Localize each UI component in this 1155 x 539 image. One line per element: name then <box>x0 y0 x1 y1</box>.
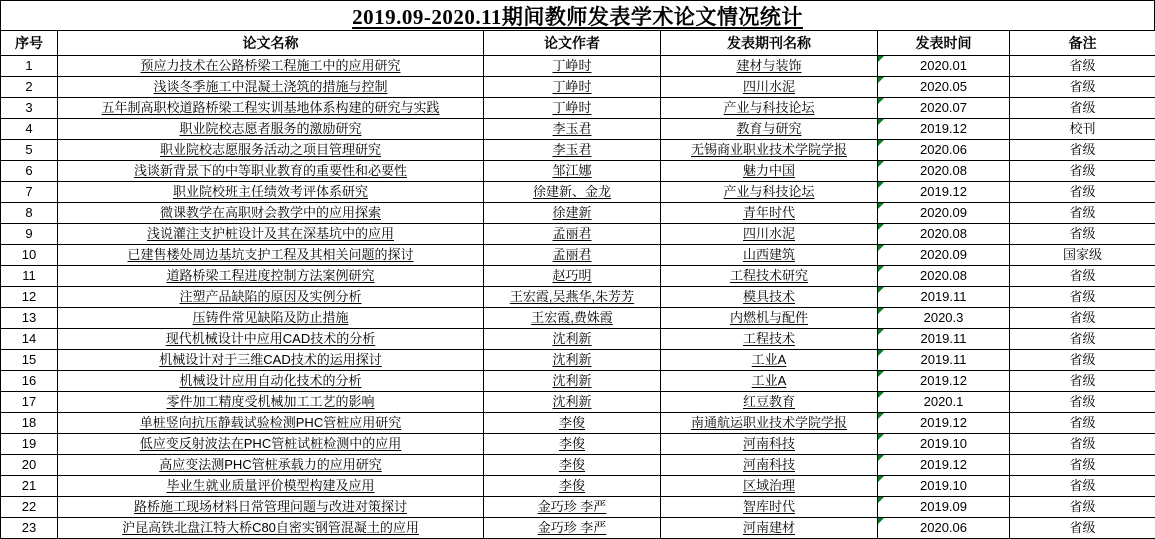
cell-author: 沈利新 <box>484 371 661 392</box>
page-title: 2019.09-2020.11期间教师发表学术论文情况统计 <box>352 1 803 31</box>
cell-author: 丁峥时 <box>484 98 661 119</box>
cell-index: 20 <box>1 455 58 476</box>
cell-index: 12 <box>1 287 58 308</box>
cell-date: 2019.12 <box>878 182 1010 203</box>
table-row <box>1 455 1155 476</box>
cell-remark: 省级 <box>1010 455 1155 476</box>
cell-date: 2020.01 <box>878 56 1010 77</box>
cell-remark: 省级 <box>1010 308 1155 329</box>
table-row <box>1 266 1155 287</box>
cell-journal: 四川水泥 <box>661 77 878 98</box>
cell-remark: 省级 <box>1010 392 1155 413</box>
cell-index: 1 <box>1 56 58 77</box>
cell-paper-title: 压铸件常见缺陷及防止措施 <box>58 308 484 329</box>
cell-paper-title: 现代机械设计中应用CAD技术的分析 <box>58 329 484 350</box>
column-header-journal: 发表期刊名称 <box>661 31 878 56</box>
table-row <box>1 434 1155 455</box>
cell-index: 2 <box>1 77 58 98</box>
cell-date: 2020.06 <box>878 140 1010 161</box>
cell-remark: 省级 <box>1010 371 1155 392</box>
cell-remark: 省级 <box>1010 329 1155 350</box>
cell-author: 沈利新 <box>484 350 661 371</box>
table-row <box>1 224 1155 245</box>
table-row <box>1 77 1155 98</box>
cell-paper-title: 低应变反射波法在PHC管桩试桩检测中的应用 <box>58 434 484 455</box>
cell-index: 14 <box>1 329 58 350</box>
cell-journal: 河南科技 <box>661 434 878 455</box>
cell-index: 21 <box>1 476 58 497</box>
table-row <box>1 203 1155 224</box>
cell-paper-title: 零件加工精度受机械加工工艺的影响 <box>58 392 484 413</box>
cell-paper-title: 五年制高职校道路桥梁工程实训基地体系构建的研究与实践 <box>58 98 484 119</box>
table-body <box>1 56 1155 539</box>
cell-index: 4 <box>1 119 58 140</box>
table-row <box>1 392 1155 413</box>
cell-author: 丁峥时 <box>484 56 661 77</box>
cell-index: 11 <box>1 266 58 287</box>
cell-author: 李玉君 <box>484 119 661 140</box>
cell-author: 李俊 <box>484 455 661 476</box>
cell-author: 金巧珍 李严 <box>484 518 661 539</box>
cell-date: 2020.05 <box>878 77 1010 98</box>
cell-author: 王宏霞,费姝霞 <box>484 308 661 329</box>
cell-index: 23 <box>1 518 58 539</box>
cell-journal: 无锡商业职业技术学院学报 <box>661 140 878 161</box>
cell-remark: 省级 <box>1010 518 1155 539</box>
column-header-remark: 备注 <box>1010 31 1155 56</box>
cell-paper-title: 单桩竖向抗压静载试验检测PHC管桩应用研究 <box>58 413 484 434</box>
cell-journal: 河南建材 <box>661 518 878 539</box>
cell-journal: 工程技术研究 <box>661 266 878 287</box>
cell-journal: 工业A <box>661 371 878 392</box>
cell-date: 2020.09 <box>878 203 1010 224</box>
table-row <box>1 329 1155 350</box>
table-row <box>1 56 1155 77</box>
table-row <box>1 161 1155 182</box>
cell-remark: 省级 <box>1010 182 1155 203</box>
table-row <box>1 140 1155 161</box>
table-row <box>1 413 1155 434</box>
cell-paper-title: 浅谈新背景下的中等职业教育的重要性和必要性 <box>58 161 484 182</box>
cell-author: 邹江娜 <box>484 161 661 182</box>
cell-paper-title: 高应变法测PHC管桩承载力的应用研究 <box>58 455 484 476</box>
column-header-paper-title: 论文名称 <box>58 31 484 56</box>
cell-author: 王宏霞,吴燕华,朱芳芳 <box>484 287 661 308</box>
cell-paper-title: 机械设计应用自动化技术的分析 <box>58 371 484 392</box>
cell-remark: 省级 <box>1010 224 1155 245</box>
table-row <box>1 182 1155 203</box>
table-row <box>1 518 1155 539</box>
cell-paper-title: 职业院校班主任绩效考评体系研究 <box>58 182 484 203</box>
cell-index: 3 <box>1 98 58 119</box>
cell-date: 2019.12 <box>878 413 1010 434</box>
cell-journal: 产业与科技论坛 <box>661 182 878 203</box>
cell-date: 2019.12 <box>878 455 1010 476</box>
cell-paper-title: 已建售楼处周边基坑支护工程及其相关问题的探讨 <box>58 245 484 266</box>
cell-index: 17 <box>1 392 58 413</box>
cell-paper-title: 毕业生就业质量评价模型构建及应用 <box>58 476 484 497</box>
cell-journal: 魅力中国 <box>661 161 878 182</box>
cell-paper-title: 职业院校志愿服务活动之项目管理研究 <box>58 140 484 161</box>
cell-date: 2020.1 <box>878 392 1010 413</box>
cell-journal: 青年时代 <box>661 203 878 224</box>
cell-date: 2020.3 <box>878 308 1010 329</box>
cell-date: 2019.11 <box>878 287 1010 308</box>
table-row <box>1 350 1155 371</box>
papers-table <box>0 30 1155 539</box>
cell-journal: 工业A <box>661 350 878 371</box>
cell-author: 沈利新 <box>484 392 661 413</box>
cell-author: 李俊 <box>484 413 661 434</box>
cell-author: 沈利新 <box>484 329 661 350</box>
cell-date: 2019.11 <box>878 350 1010 371</box>
cell-remark: 省级 <box>1010 476 1155 497</box>
cell-paper-title: 路桥施工现场材料日常管理问题与改进对策探讨 <box>58 497 484 518</box>
cell-date: 2020.07 <box>878 98 1010 119</box>
cell-journal: 南通航运职业技术学院学报 <box>661 413 878 434</box>
document-title-row <box>0 0 1155 30</box>
cell-date: 2020.09 <box>878 245 1010 266</box>
cell-paper-title: 职业院校志愿者服务的激励研究 <box>58 119 484 140</box>
cell-date: 2020.08 <box>878 161 1010 182</box>
cell-author: 李俊 <box>484 476 661 497</box>
cell-author: 孟丽君 <box>484 224 661 245</box>
cell-journal: 区域治理 <box>661 476 878 497</box>
column-header-date: 发表时间 <box>878 31 1010 56</box>
table-row <box>1 245 1155 266</box>
cell-paper-title: 道路桥梁工程进度控制方法案例研究 <box>58 266 484 287</box>
cell-remark: 国家级 <box>1010 245 1155 266</box>
cell-remark: 省级 <box>1010 161 1155 182</box>
cell-journal: 红豆教育 <box>661 392 878 413</box>
cell-paper-title: 机械设计对于三维CAD技术的运用探讨 <box>58 350 484 371</box>
cell-date: 2019.12 <box>878 371 1010 392</box>
cell-index: 13 <box>1 308 58 329</box>
cell-index: 19 <box>1 434 58 455</box>
cell-remark: 省级 <box>1010 203 1155 224</box>
cell-remark: 省级 <box>1010 413 1155 434</box>
cell-index: 8 <box>1 203 58 224</box>
cell-index: 5 <box>1 140 58 161</box>
cell-date: 2019.10 <box>878 434 1010 455</box>
cell-index: 9 <box>1 224 58 245</box>
cell-journal: 教育与研究 <box>661 119 878 140</box>
cell-author: 李俊 <box>484 434 661 455</box>
cell-date: 2019.09 <box>878 497 1010 518</box>
cell-index: 18 <box>1 413 58 434</box>
cell-date: 2019.12 <box>878 119 1010 140</box>
cell-remark: 省级 <box>1010 266 1155 287</box>
table-row <box>1 308 1155 329</box>
cell-author: 徐建新、金龙 <box>484 182 661 203</box>
cell-remark: 省级 <box>1010 140 1155 161</box>
cell-journal: 模具技术 <box>661 287 878 308</box>
table-row <box>1 98 1155 119</box>
cell-index: 7 <box>1 182 58 203</box>
cell-author: 金巧珍 李严 <box>484 497 661 518</box>
cell-date: 2019.10 <box>878 476 1010 497</box>
cell-author: 李玉君 <box>484 140 661 161</box>
column-header-author: 论文作者 <box>484 31 661 56</box>
cell-index: 15 <box>1 350 58 371</box>
cell-journal: 山西建筑 <box>661 245 878 266</box>
cell-index: 16 <box>1 371 58 392</box>
cell-author: 丁峥时 <box>484 77 661 98</box>
cell-journal: 建材与装饰 <box>661 56 878 77</box>
table-row <box>1 497 1155 518</box>
cell-journal: 智库时代 <box>661 497 878 518</box>
table-row <box>1 371 1155 392</box>
cell-date: 2020.06 <box>878 518 1010 539</box>
table-header-row <box>1 31 1155 56</box>
cell-index: 22 <box>1 497 58 518</box>
cell-journal: 工程技术 <box>661 329 878 350</box>
cell-date: 2020.08 <box>878 224 1010 245</box>
cell-author: 徐建新 <box>484 203 661 224</box>
cell-paper-title: 预应力技术在公路桥梁工程施工中的应用研究 <box>58 56 484 77</box>
cell-author: 孟丽君 <box>484 245 661 266</box>
cell-date: 2019.11 <box>878 329 1010 350</box>
cell-remark: 省级 <box>1010 77 1155 98</box>
cell-index: 10 <box>1 245 58 266</box>
cell-journal: 河南科技 <box>661 455 878 476</box>
cell-author: 赵巧明 <box>484 266 661 287</box>
cell-paper-title: 微课教学在高职财会教学中的应用探索 <box>58 203 484 224</box>
cell-remark: 省级 <box>1010 56 1155 77</box>
cell-remark: 省级 <box>1010 287 1155 308</box>
column-header-index: 序号 <box>1 31 58 56</box>
cell-paper-title: 浅谈冬季施工中混凝土浇筑的措施与控制 <box>58 77 484 98</box>
cell-remark: 省级 <box>1010 350 1155 371</box>
cell-index: 6 <box>1 161 58 182</box>
cell-journal: 四川水泥 <box>661 224 878 245</box>
cell-remark: 省级 <box>1010 497 1155 518</box>
cell-paper-title: 浅说灌注支护桩设计及其在深基坑中的应用 <box>58 224 484 245</box>
cell-remark: 省级 <box>1010 434 1155 455</box>
cell-date: 2020.08 <box>878 266 1010 287</box>
table-row <box>1 119 1155 140</box>
table-row <box>1 287 1155 308</box>
cell-remark: 校刊 <box>1010 119 1155 140</box>
cell-journal: 内燃机与配件 <box>661 308 878 329</box>
cell-remark: 省级 <box>1010 98 1155 119</box>
cell-journal: 产业与科技论坛 <box>661 98 878 119</box>
cell-paper-title: 沪昆高铁北盘江特大桥C80自密实钢管混凝土的应用 <box>58 518 484 539</box>
cell-paper-title: 注塑产品缺陷的原因及实例分析 <box>58 287 484 308</box>
table-row <box>1 476 1155 497</box>
